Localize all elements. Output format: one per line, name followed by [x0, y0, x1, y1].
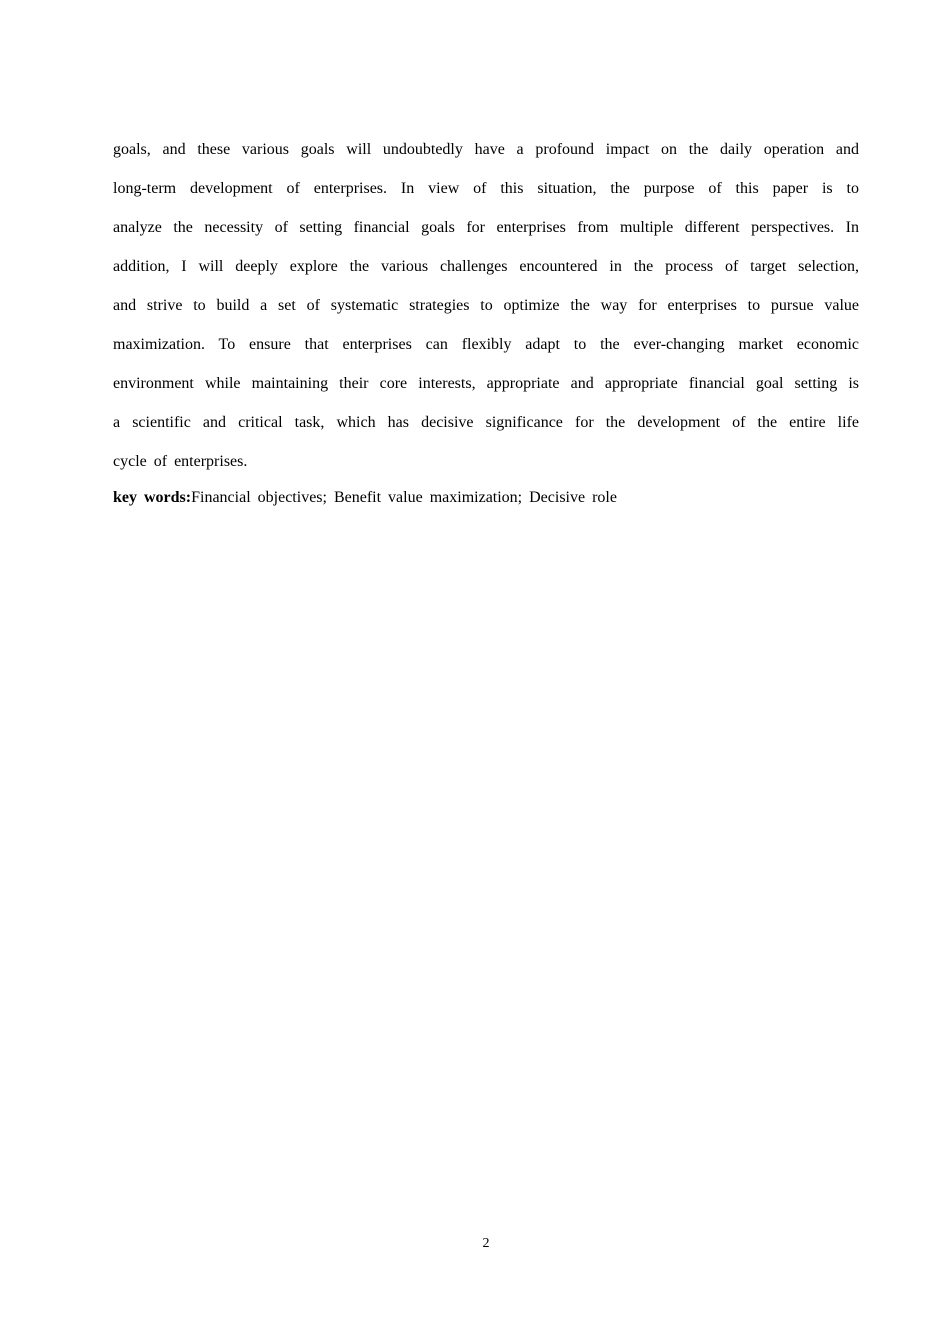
paragraph-line: environment while maintaining their core interests, appropriate and appropriate financial goal setting is: [113, 375, 859, 392]
abstract-paragraph: [113, 130, 859, 481]
paragraph-line: maximization. To ensure that enterprises can flexibly adapt to the ever-changing market economic: [113, 336, 859, 353]
keywords-line: [113, 486, 617, 510]
paragraph-line: long-term development of enterprises. In view of this situation, the purpose of this paper is to: [113, 180, 859, 197]
paragraph-line: and strive to build a set of systematic strategies to optimize the way for enterprises to pursue value: [113, 297, 859, 314]
paragraph-line: analyze the necessity of setting financial goals for enterprises from multiple different perspectives. In: [113, 219, 859, 236]
paragraph-line: goals, and these various goals will undoubtedly have a profound impact on the daily operation and: [113, 141, 859, 158]
keywords-value: Financial objectives; Benefit value maximization; Decisive role: [191, 489, 617, 506]
paragraph-line: cycle of enterprises.: [113, 453, 248, 470]
paragraph-line: a scientific and critical task, which has decisive significance for the development of the entire life: [113, 414, 859, 431]
keywords-label: key words:: [113, 489, 192, 506]
paragraph-line: addition, I will deeply explore the various challenges encountered in the process of target selection,: [113, 258, 859, 275]
page-number: 2: [482, 1236, 490, 1251]
